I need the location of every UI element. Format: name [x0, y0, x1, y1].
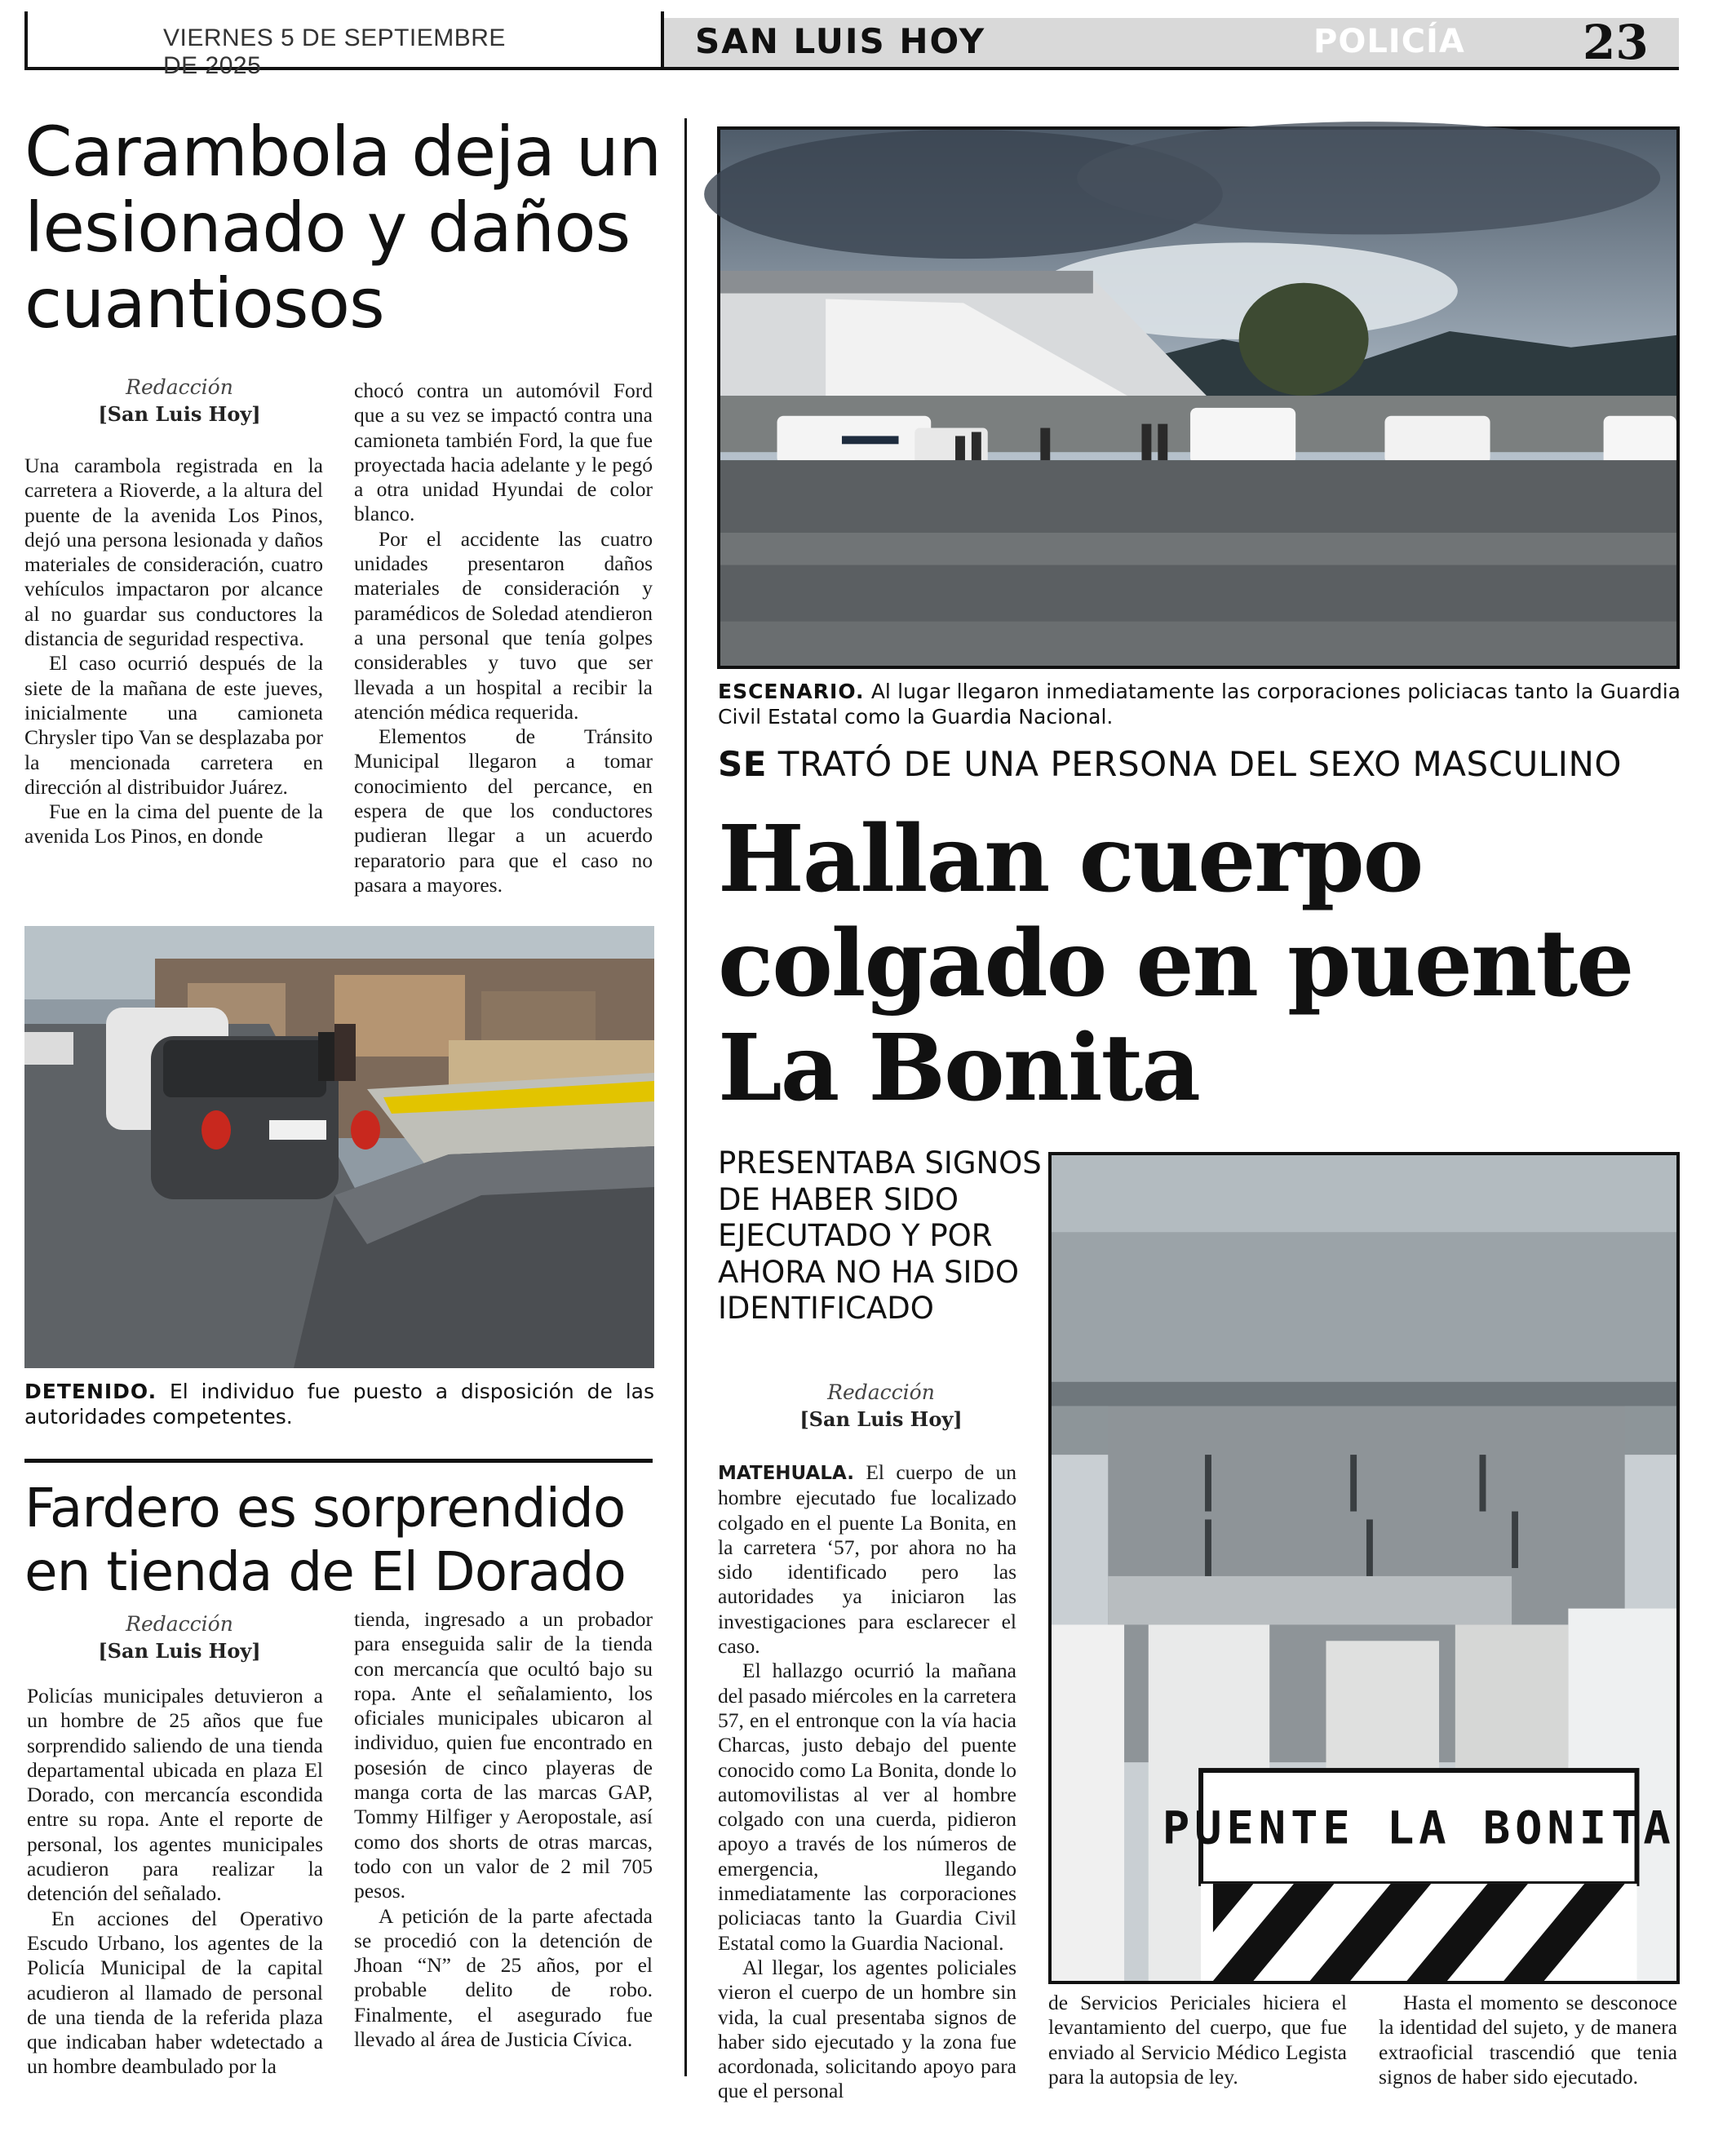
caption-text: El individuo fue puesto a disposición de las autoridades competentes. [24, 1380, 654, 1429]
newspaper-name: SAN LUIS HOY [695, 21, 986, 61]
dateline: MATEHUALA. [718, 1463, 854, 1484]
paragraph: Por el accidente las cuatro unidades presentaron daños materiales de consideración y paramédicos de Soledad atendieron a una personal que tenía golpes considerables y tuvo que ser llevada a un hospital a recibir la atención médica requerida. [354, 526, 653, 724]
article-column-puente-2 [1048, 1991, 1347, 2089]
caption-text: Al lugar llegaron inmediatamente las corporaciones policiacas tanto la Guardia Civil Estatal como la Guardia Nacional. [718, 680, 1681, 729]
byline-org: [San Luis Hoy] [98, 1639, 261, 1663]
page-number: 23 [1583, 15, 1649, 70]
byline-puente [783, 1380, 979, 1431]
byline-org: [San Luis Hoy] [98, 402, 261, 426]
paragraph: de Servicios Periciales hiciera el levantamiento del cuerpo, que fue enviado al Servicio Médico Legista para la autopsia de ley. [1048, 1991, 1347, 2089]
photo-bridge-sign [1048, 1152, 1680, 1984]
paragraph: Policías municipales detuvieron a un hombre de 25 años que fue sorprendido saliendo de una tienda departamental ubicada en plaza El Dorado, con mercancía escondida entre su ropa. Ante el reporte de personal, los agentes municipales acudieron para realizar la detención del señalado. [27, 1684, 323, 1906]
caption-lead: DETENIDO. [24, 1380, 157, 1403]
kicker-first: SE [718, 744, 767, 784]
article-column-fardero-2 [354, 1607, 653, 2052]
paragraph: A petición de la parte afectada se procedió con la detención de Jhoan “N” de 25 años, por el probable delito de robo. Finalmente, el asegurado fue llevado al área de Justicia Cívica. [354, 1903, 653, 2052]
article-column-puente-3 [1379, 1991, 1677, 2089]
bridge-scene-illustration [720, 130, 1676, 666]
paragraph: Fue en la cima del puente de la avenida Los Pinos, en donde [24, 800, 323, 848]
crash-photo-illustration [24, 926, 654, 1368]
bridge-sign-illustration [1052, 1155, 1676, 1981]
paragraph: chocó contra un automóvil Ford que a su vez se impactó contra una camioneta también Ford, la que fue proyectada hacia adelante y le pegó a otra unidad Hyundai de color blanco. [354, 379, 653, 526]
deck: PRESENTABA SIGNOS DE HABER SIDO EJECUTADO Y POR AHORA NO HA SIDO IDENTIFICADO [718, 1145, 1042, 1326]
kicker-rest: TRATÓ DE UNA PERSONA DEL SEXO MASCULINO [766, 744, 1622, 784]
photo-bridge-scene [717, 126, 1680, 669]
issue-date: VIERNES 5 DE SEPTIEMBRE DE 2025 [163, 24, 506, 79]
kicker [718, 744, 1697, 784]
caption-crash [24, 1379, 654, 1429]
byline-name: Redacción [126, 1612, 233, 1636]
byline-fardero [73, 1612, 286, 1663]
headline-fardero: Fardero es sorprendido en tienda de El Dorado [24, 1477, 626, 1603]
caption-lead: ESCENARIO. [718, 680, 865, 703]
article-column-puente-1 [718, 1460, 1016, 2153]
byline-name: Redacción [827, 1380, 935, 1404]
paragraph-text: El cuerpo de un hombre ejecutado fue localizado colgado en el puente La Bonita, en la carretera ‘57, por ahora no ha sido identificado pero las autoridades ya iniciaron las investigaciones para esclarecer el caso. [718, 1460, 1016, 1659]
paragraph: En acciones del Operativo Escudo Urbano, los agentes de la Policía Municipal de la capital acudieron al llamado de personal de una tienda de la referida plaza que indicaban haber wdetectado a un hombre deambulado por la [27, 1906, 323, 2079]
byline-name: Redacción [126, 375, 233, 399]
section-name: POLICÍA [1313, 23, 1465, 60]
column-divider [684, 118, 687, 2076]
paragraph: El caso ocurrió después de la siete de la mañana de este jueves, inicialmente una camioneta Chrysler tipo Van se desplazaba por la mencionada carretera en dirección al distribuidor Juárez. [24, 651, 323, 799]
paragraph: Al llegar, los agentes policiales vieron el cuerpo de un hombre sin vida, la cual presentaba signos de haber sido ejecutado y la zona fue acordonada, solicitando apoyo para que el personal [718, 1955, 1016, 2103]
headline-carambola: Carambola deja un lesionado y daños cuantiosos [24, 112, 662, 343]
article-column-fardero-1 [27, 1684, 323, 2079]
section-rule [24, 1459, 653, 1463]
article-column-carambola-1 [24, 454, 323, 848]
byline-org: [San Luis Hoy] [799, 1407, 963, 1431]
byline-carambola [73, 375, 286, 426]
paragraph: Elementos de Tránsito Municipal llegaron a tomar conocimiento del percance, en espera de que los conductores pudieran llegar a un acuerdo reparatorio para que el caso no pasara a mayores. [354, 724, 653, 897]
article-column-carambola-2 [354, 379, 653, 897]
paragraph: Hasta el momento se desconoce la identidad del sujeto, y de manera extraoficial trascendió que tenia signos de haber sido ejecutado. [1379, 1991, 1677, 2089]
paragraph: tienda, ingresado a un probador para enseguida salir de la tienda con mercancía que ocultó bajo su ropa. Ante el señalamiento, los oficiales municipales ubicaron al individuo, quien fue encontrado en posesión de cinco playeras de manga corta de las marcas GAP, Tommy Hilfiger y Aeropostale, así como dos shorts de otras marcas, todo con un valor de 2 mil 705 pesos. [354, 1607, 653, 1903]
photo-crash-on-bridge [24, 926, 654, 1368]
headline-puente: Hallan cuerpo colgado en puente La Bonita [718, 806, 1633, 1122]
paragraph: Una carambola registrada en la carretera a Rioverde, a la altura del puente de la avenida Los Pinos, dejó una persona lesionada y daños materiales de consideración, cuatro vehículos impactaron por alcance al no guardar sus conductores la distancia de seguridad respectiva. [24, 454, 323, 651]
caption-bridge [718, 679, 1681, 729]
sign-text: PUENTE LA BONITA [1162, 1801, 1676, 1855]
paragraph [718, 1460, 1016, 1659]
paragraph: El hallazgo ocurrió la mañana del pasado miércoles en la carretera 57, en el entronque con la vía hacia Charcas, justo debajo del puente conocido como La Bonita, donde lo automovilistas al ver al hombre colgado con una cuerda, pidieron apoyo a través de los números de emergencia, llegando inmediatamente las corporaciones policiacas tanto la Guardia Civil Estatal como la Guardia Nacional. [718, 1659, 1016, 1955]
